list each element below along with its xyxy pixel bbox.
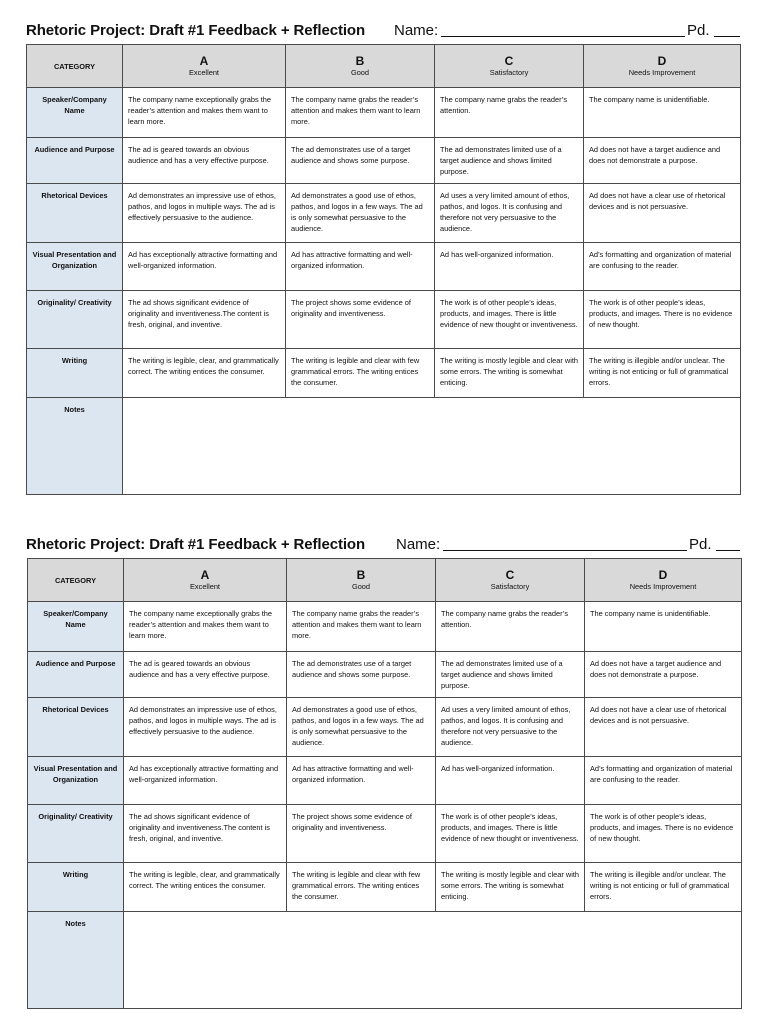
rubric-table	[27, 558, 742, 1009]
period-label: Pd.	[689, 536, 712, 553]
category-cell: Speaker/Company Name	[27, 88, 123, 138]
category-cell: Originality/ Creativity	[27, 291, 123, 349]
category-cell: Visual Presentation and Organization	[28, 757, 124, 805]
criteria-cell-a: The ad shows significant evidence of originality and inventiveness.The content is fresh, original, and inventive.	[123, 291, 286, 349]
criteria-cell-b: The company name grabs the reader’s attention and makes them want to learn more.	[286, 88, 435, 138]
category-cell: Rhetorical Devices	[27, 184, 123, 243]
criteria-cell-b: The ad demonstrates use of a target audience and shows some purpose.	[287, 652, 436, 698]
criteria-cell-d: Ad’s formatting and organization of material are confusing to the reader.	[584, 243, 741, 291]
criteria-cell-d: The writing is illegible and/or unclear. The writing is not enticing or full of grammatical errors.	[585, 863, 742, 912]
rubric-sheet	[26, 534, 740, 1009]
category-cell: Rhetorical Devices	[28, 698, 124, 757]
grade-level: Needs Improvement	[629, 581, 697, 591]
criteria-cell-a: Ad demonstrates an impressive use of ethos, pathos, and logos in multiple ways. The ad is effectively persuasive to the audience.	[124, 698, 287, 757]
criteria-cell-c: Ad uses a very limited amount of ethos, pathos, and logos. It is confusing and therefore not very persuasive to the audience.	[435, 184, 584, 243]
criteria-cell-a: The writing is legible, clear, and grammatically correct. The writing entices the consumer.	[123, 349, 286, 398]
period-field[interactable]	[716, 550, 740, 551]
sheet-header	[26, 534, 740, 558]
criteria-cell-d: The company name is unidentifiable.	[584, 88, 741, 138]
grade-letter: C	[504, 53, 514, 68]
criteria-cell-a: The writing is legible, clear, and grammatically correct. The writing entices the consumer.	[124, 863, 287, 912]
name-field[interactable]	[443, 550, 687, 551]
criteria-cell-d: Ad does not have a target audience and does not demonstrate a purpose.	[585, 652, 742, 698]
page-title: Rhetoric Project: Draft #1 Feedback + Reflection	[26, 22, 366, 39]
column-header-a	[123, 45, 286, 88]
column-header-category: CATEGORY	[27, 45, 123, 88]
table-row	[28, 698, 742, 757]
rubric-sheet	[26, 20, 740, 495]
criteria-cell-b: Ad has attractive formatting and well-organized information.	[286, 243, 435, 291]
grade-letter: D	[658, 567, 668, 582]
criteria-cell-c: Ad has well-organized information.	[436, 757, 585, 805]
period-label: Pd.	[687, 22, 710, 39]
column-header-d	[585, 559, 742, 602]
criteria-cell-c: The ad demonstrates limited use of a target audience and shows limited purpose.	[436, 652, 585, 698]
category-cell: Writing	[28, 863, 124, 912]
column-header-b	[287, 559, 436, 602]
table-row	[28, 602, 742, 652]
criteria-cell-d: The work is of other people’s ideas, products, and images. There is no evidence of new thought.	[584, 291, 741, 349]
criteria-cell-c: Ad uses a very limited amount of ethos, pathos, and logos. It is confusing and therefore not very persuasive to the audience.	[436, 698, 585, 757]
criteria-cell-a: The ad is geared towards an obvious audience and has a very effective purpose.	[124, 652, 287, 698]
sheet-header	[26, 20, 740, 44]
period-field[interactable]	[714, 36, 740, 37]
criteria-cell-b: The company name grabs the reader’s attention and makes them want to learn more.	[287, 602, 436, 652]
column-header-d	[584, 45, 741, 88]
column-header-b	[286, 45, 435, 88]
table-row	[28, 805, 742, 863]
category-cell: Notes	[28, 912, 124, 1009]
criteria-cell-d: The work is of other people’s ideas, products, and images. There is no evidence of new thought.	[585, 805, 742, 863]
criteria-cell-b: Ad demonstrates a good use of ethos, pathos, and logos in a few ways. The ad is only somewhat persuasive to the audience.	[286, 184, 435, 243]
table-row	[27, 291, 741, 349]
criteria-cell-a: Ad demonstrates an impressive use of ethos, pathos, and logos in multiple ways. The ad is effectively persuasive to the audience.	[123, 184, 286, 243]
criteria-cell-a: Ad has exceptionally attractive formatting and well-organized information.	[124, 757, 287, 805]
category-cell: Audience and Purpose	[27, 138, 123, 184]
table-row	[28, 652, 742, 698]
page-title: Rhetoric Project: Draft #1 Feedback + Reflection	[26, 536, 366, 553]
category-cell: Originality/ Creativity	[28, 805, 124, 863]
table-header-row	[27, 45, 741, 88]
criteria-cell-b: The project shows some evidence of originality and inventiveness.	[287, 805, 436, 863]
table-row	[28, 863, 742, 912]
criteria-cell-c: The writing is mostly legible and clear with some errors. The writing is somewhat enticing.	[435, 349, 584, 398]
notes-area[interactable]	[124, 912, 742, 1009]
table-row-notes	[27, 398, 741, 495]
table-row	[27, 138, 741, 184]
criteria-cell-c: Ad has well-organized information.	[435, 243, 584, 291]
column-header-c	[436, 559, 585, 602]
grade-level: Satisfactory	[489, 67, 529, 77]
table-row	[27, 88, 741, 138]
category-cell: Visual Presentation and Organization	[27, 243, 123, 291]
column-header-category: CATEGORY	[28, 559, 124, 602]
grade-level: Needs Improvement	[628, 67, 696, 77]
name-label: Name:	[396, 536, 441, 553]
name-label: Name:	[394, 22, 439, 39]
category-cell: Audience and Purpose	[28, 652, 124, 698]
grade-letter: A	[199, 53, 209, 68]
criteria-cell-d: Ad does not have a clear use of rhetorical devices and is not persuasive.	[585, 698, 742, 757]
criteria-cell-b: The ad demonstrates use of a target audience and shows some purpose.	[286, 138, 435, 184]
rubric-table	[26, 44, 741, 495]
grade-letter: A	[200, 567, 210, 582]
criteria-cell-b: Ad demonstrates a good use of ethos, pathos, and logos in a few ways. The ad is only somewhat persuasive to the audience.	[287, 698, 436, 757]
criteria-cell-a: The company name exceptionally grabs the reader’s attention and makes them want to learn more.	[123, 88, 286, 138]
criteria-cell-b: Ad has attractive formatting and well-organized information.	[287, 757, 436, 805]
criteria-cell-d: Ad’s formatting and organization of material are confusing to the reader.	[585, 757, 742, 805]
grade-letter: C	[505, 567, 515, 582]
criteria-cell-d: The company name is unidentifiable.	[585, 602, 742, 652]
table-header-row	[28, 559, 742, 602]
table-row	[27, 349, 741, 398]
table-row	[28, 757, 742, 805]
grade-level: Good	[350, 67, 370, 77]
criteria-cell-b: The writing is legible and clear with few grammatical errors. The writing entices the consumer.	[287, 863, 436, 912]
criteria-cell-a: The ad is geared towards an obvious audience and has a very effective purpose.	[123, 138, 286, 184]
criteria-cell-a: The company name exceptionally grabs the reader’s attention and makes them want to learn more.	[124, 602, 287, 652]
grade-level: Good	[351, 581, 371, 591]
grade-letter: B	[356, 567, 366, 582]
grade-letter: B	[355, 53, 365, 68]
category-cell: Writing	[27, 349, 123, 398]
column-header-a	[124, 559, 287, 602]
criteria-cell-d: Ad does not have a target audience and does not demonstrate a purpose.	[584, 138, 741, 184]
table-row-notes	[28, 912, 742, 1009]
criteria-cell-d: The writing is illegible and/or unclear. The writing is not enticing or full of grammatical errors.	[584, 349, 741, 398]
criteria-cell-c: The work is of other people’s ideas, products, and images. There is little evidence of new thought or inventiveness.	[435, 291, 584, 349]
grade-level: Excellent	[190, 581, 220, 591]
grade-level: Satisfactory	[490, 581, 530, 591]
criteria-cell-c: The company name grabs the reader’s attention.	[435, 88, 584, 138]
table-row	[27, 184, 741, 243]
column-header-c	[435, 45, 584, 88]
criteria-cell-d: Ad does not have a clear use of rhetorical devices and is not persuasive.	[584, 184, 741, 243]
criteria-cell-c: The ad demonstrates limited use of a target audience and shows limited purpose.	[435, 138, 584, 184]
criteria-cell-b: The project shows some evidence of originality and inventiveness.	[286, 291, 435, 349]
criteria-cell-a: The ad shows significant evidence of originality and inventiveness.The content is fresh, original, and inventive.	[124, 805, 287, 863]
grade-letter: D	[657, 53, 667, 68]
criteria-cell-c: The company name grabs the reader’s attention.	[436, 602, 585, 652]
name-field[interactable]	[441, 36, 685, 37]
category-cell: Notes	[27, 398, 123, 495]
criteria-cell-c: The work is of other people’s ideas, products, and images. There is little evidence of new thought or inventiveness.	[436, 805, 585, 863]
category-cell: Speaker/Company Name	[28, 602, 124, 652]
criteria-cell-c: The writing is mostly legible and clear with some errors. The writing is somewhat enticing.	[436, 863, 585, 912]
criteria-cell-a: Ad has exceptionally attractive formatting and well-organized information.	[123, 243, 286, 291]
notes-area[interactable]	[123, 398, 741, 495]
grade-level: Excellent	[189, 67, 219, 77]
criteria-cell-b: The writing is legible and clear with few grammatical errors. The writing entices the consumer.	[286, 349, 435, 398]
table-row	[27, 243, 741, 291]
